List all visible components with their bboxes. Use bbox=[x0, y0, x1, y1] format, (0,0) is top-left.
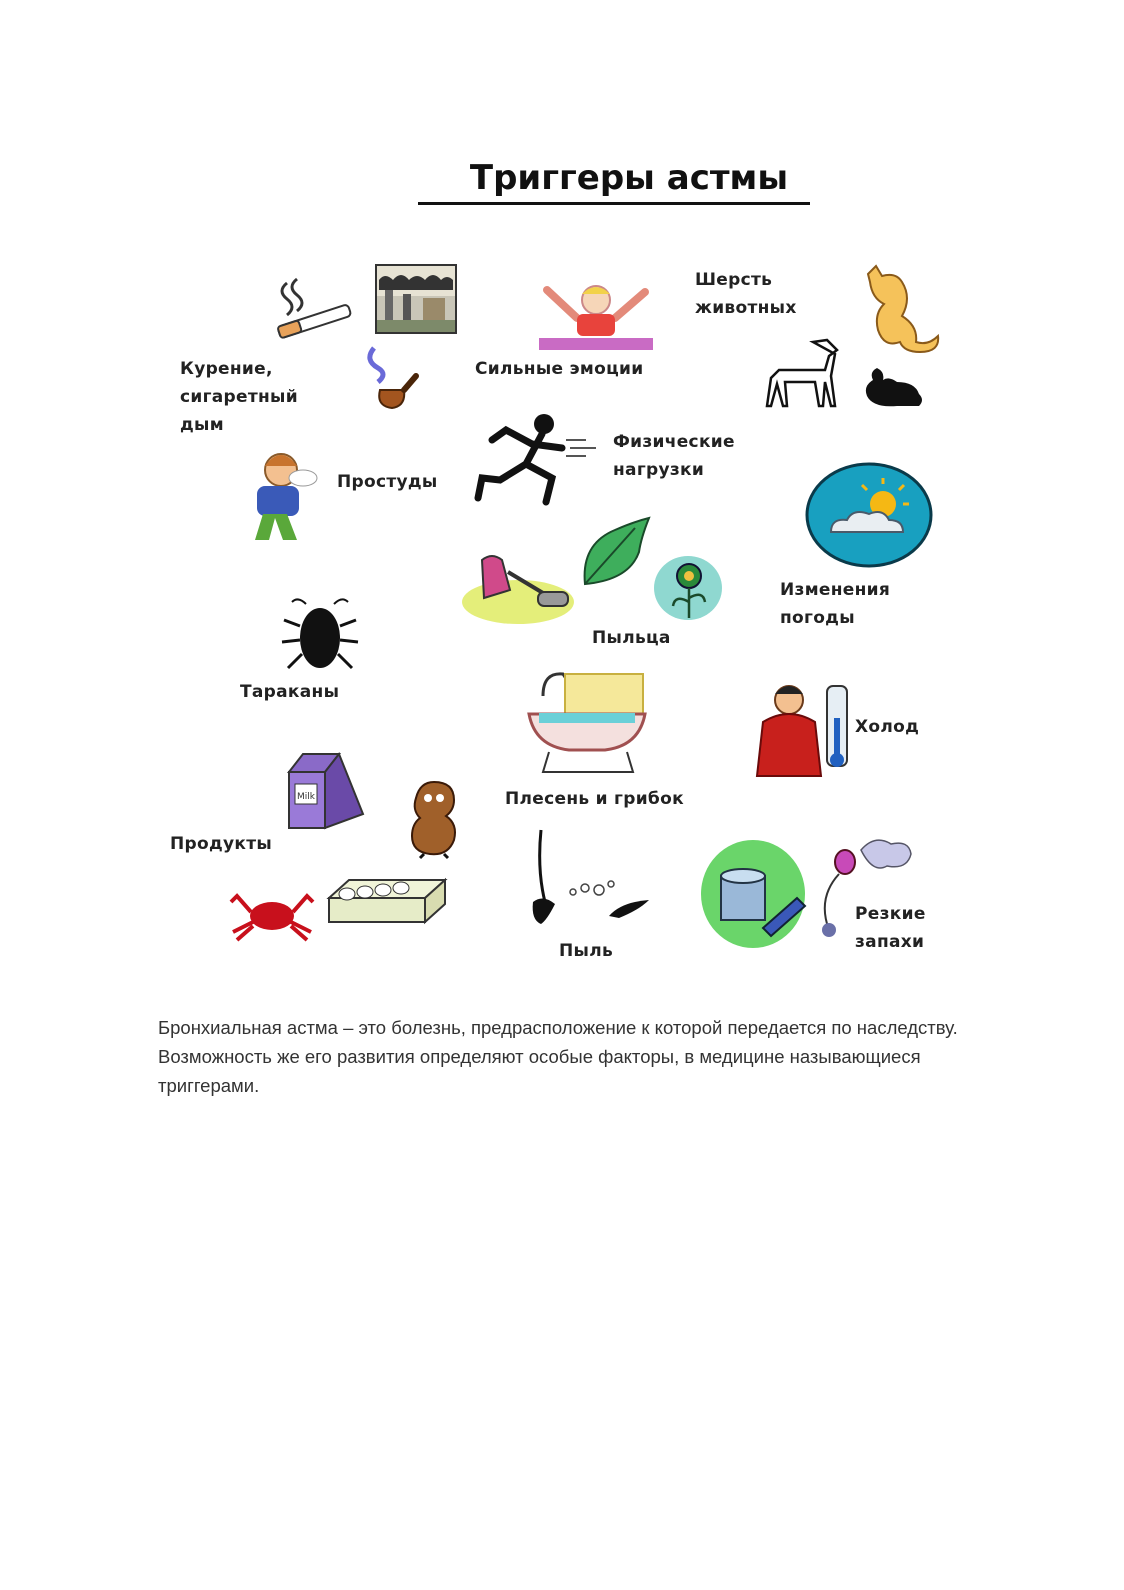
label-cold: Холод bbox=[855, 717, 920, 737]
leaf-icon bbox=[575, 514, 651, 590]
cigarette-icon bbox=[265, 275, 357, 337]
label-food: Продукты bbox=[170, 834, 273, 854]
label-colds: Простуды bbox=[337, 472, 438, 492]
paint-can-brush-icon bbox=[701, 836, 813, 952]
factory-smoke-icon bbox=[375, 264, 457, 334]
label-pets: Шерсть животных bbox=[695, 270, 797, 318]
cat-icon bbox=[860, 264, 944, 358]
shouting-child-icon bbox=[537, 282, 655, 354]
sneezing-person-icon bbox=[237, 450, 331, 546]
flower-icon bbox=[653, 554, 723, 622]
label-dust: Пыль bbox=[559, 941, 614, 961]
dog-icon bbox=[753, 338, 843, 408]
label-weather: Изменения погоды bbox=[780, 580, 891, 628]
peanut-icon bbox=[408, 778, 460, 858]
milk-carton-icon bbox=[285, 750, 367, 830]
label-emotions: Сильные эмоции bbox=[475, 359, 644, 379]
bathtub-icon bbox=[525, 668, 649, 776]
weather-icon bbox=[805, 462, 933, 568]
label-pollen: Пыльца bbox=[592, 628, 671, 648]
label-mold: Плесень и грибок bbox=[505, 789, 684, 809]
cockroach-icon bbox=[280, 596, 360, 674]
crab-icon bbox=[227, 882, 317, 944]
runner-icon bbox=[470, 410, 600, 510]
label-smoking: Курение, сигаретный дым bbox=[180, 359, 298, 435]
broom-dust-icon bbox=[527, 826, 653, 930]
shivering-person-thermometer-icon bbox=[749, 678, 861, 782]
label-odors: Резкие запахи bbox=[855, 904, 926, 952]
rabbit-icon bbox=[863, 364, 925, 410]
poster-title: Триггеры астмы bbox=[469, 158, 789, 198]
asthma-triggers-poster bbox=[165, 140, 980, 990]
milk-label: Milk bbox=[297, 792, 315, 802]
egg-carton-icon bbox=[325, 858, 447, 934]
pipe-icon bbox=[360, 340, 420, 410]
title-underline bbox=[418, 202, 810, 205]
lawnmower-icon bbox=[462, 540, 574, 624]
intro-paragraph: Бронхиальная астма – это болезнь, предрасположение к которой передается по наследству. Возможность же его развития определяют особые факторы, в медицине называющиеся триггерами. bbox=[158, 1017, 958, 1096]
label-exercise: Физические нагрузки bbox=[613, 432, 735, 480]
label-cockroaches: Тараканы bbox=[240, 682, 340, 702]
